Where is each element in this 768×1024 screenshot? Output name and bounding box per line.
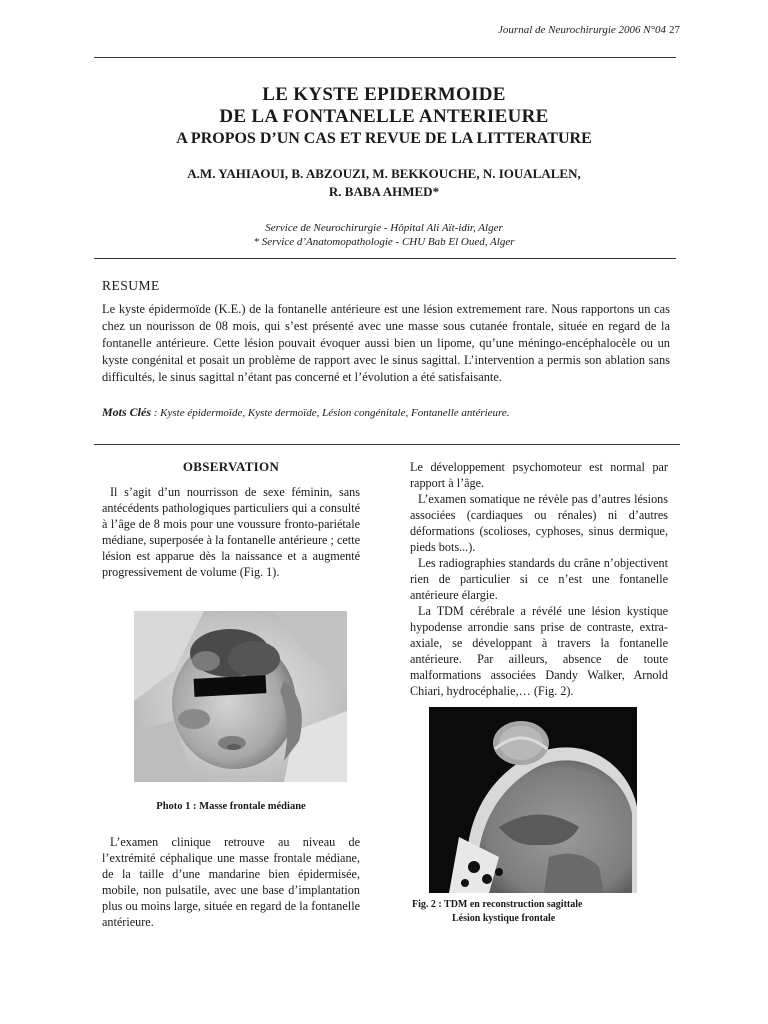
observation-paragraph-2: [102, 834, 360, 930]
authors: [0, 165, 768, 201]
header-rule: [94, 57, 676, 58]
authors-line-2: R. BABA AHMED*: [328, 184, 440, 199]
right-p3: Les radiographies standards du crâne n’objectivent rien de particulier si ce n’est une fontanelle antérieure élargie.: [410, 556, 668, 602]
photo-1-caption: Photo 1 : Masse frontale médiane: [156, 801, 306, 812]
authors-line-1: A.M. YAHIAOUI, B. ABZOUZI, M. BEKKOUCHE, N. IOUALALEN,: [187, 166, 581, 181]
keywords: [102, 405, 670, 420]
ct-scan-image: [429, 707, 637, 893]
running-header: [498, 24, 680, 36]
ct-scan-figure: [429, 707, 637, 893]
fig-2-caption-line-2: Lésion kystique frontale: [452, 913, 556, 924]
resume-rule: [94, 444, 680, 445]
fig-2-caption: [412, 898, 676, 926]
title-block: [0, 84, 768, 249]
keywords-text: : Kyste épidermoïde, Kyste dermoïde, Lésion congénitale, Fontanelle antérieure.: [151, 407, 510, 419]
fig-2-caption-line-1: Fig. 2 : TDM en reconstruction sagittale: [412, 899, 583, 910]
observation-heading: OBSERVATION: [182, 459, 280, 474]
infant-photo-image: [134, 611, 347, 782]
right-p2: L’examen somatique ne révèle pas d’autres lésions associées (cardiaques ou rénales) ni d’autres déformations (scolioses, cyphoses, sinus dermique, pieds bots...).: [410, 492, 668, 554]
observation-paragraph-1: [102, 484, 360, 580]
photo-infant: [134, 611, 347, 782]
affiliations: [0, 221, 768, 249]
observation-p1: Il s’agit d’un nourrisson de sexe féminin, sans antécédents pathologiques particuliers qui a consulté à l’âge de 8 mois pour une voussure fronto-pariétale médiane, superposée à la fontanelle antérieure ; cette lésion est apparue dès la naissance et a augmenté progressivement de volume (Fig. 1).: [102, 485, 360, 579]
right-column-text: [410, 459, 668, 699]
title-line-1: LE KYSTE EPIDERMOIDE: [262, 84, 506, 105]
journal-name: Journal de Neurochirurgie 2006 N°04: [498, 24, 666, 36]
resume-text: Le kyste épidermoïde (K.E.) de la fontanelle antérieure est une lésion extremement rare. Nous rapportons un cas chez un nourisson de 08 mois, qui s’est présenté avec une masse sous cutanée frontale, située en regard de la fontanelle antérieure. Cette lésion pouvait évoquer aussi bien un lipome, qu’une méningo-encéphalocèle ou un kyste congénital et posait un problème de rapport avec le sinus sagittal. L’intervention a permis son ablation sans difficultés, le sinus sagittal n’étant pas concerné et l’évolution a été satisfaisante.: [102, 302, 670, 384]
page-number: 27: [669, 24, 680, 36]
subtitle: A PROPOS D’UN CAS ET REVUE DE LA LITTERATURE: [176, 130, 592, 147]
right-p4: La TDM cérébrale a révélé une lésion kystique hypodense arrondie sans prise de contraste, extra-axiale, se développant à travers la fontanelle antérieure. Par ailleurs, absence de toute malformations associées Dandy Walker, Arnold Chiari, hydrocéphalie,… (Fig. 2).: [410, 604, 668, 698]
resume-heading: RESUME: [102, 278, 160, 293]
affiliation-2: * Service d’Anatomopathologie - CHU Bab El Oued, Alger: [253, 236, 515, 248]
keywords-label: Mots Clés: [102, 405, 152, 419]
observation-p2: L’examen clinique retrouve au niveau de l’extrémité céphalique une masse frontale médiane, de la taille d’une mandarine bien épidermisée, mobile, non pulsatile, avec une base d’implantation plus ou moins large, située en regard de la fontanelle antérieure.: [102, 835, 360, 929]
title-line-2: DE LA FONTANELLE ANTERIEURE: [219, 106, 549, 127]
title-rule: [94, 258, 676, 259]
affiliation-1: Service de Neurochirurgie - Hôpital Ali Aït-idir, Alger: [265, 222, 503, 234]
right-p1: Le développement psychomoteur est normal par rapport à l’âge.: [410, 460, 668, 490]
